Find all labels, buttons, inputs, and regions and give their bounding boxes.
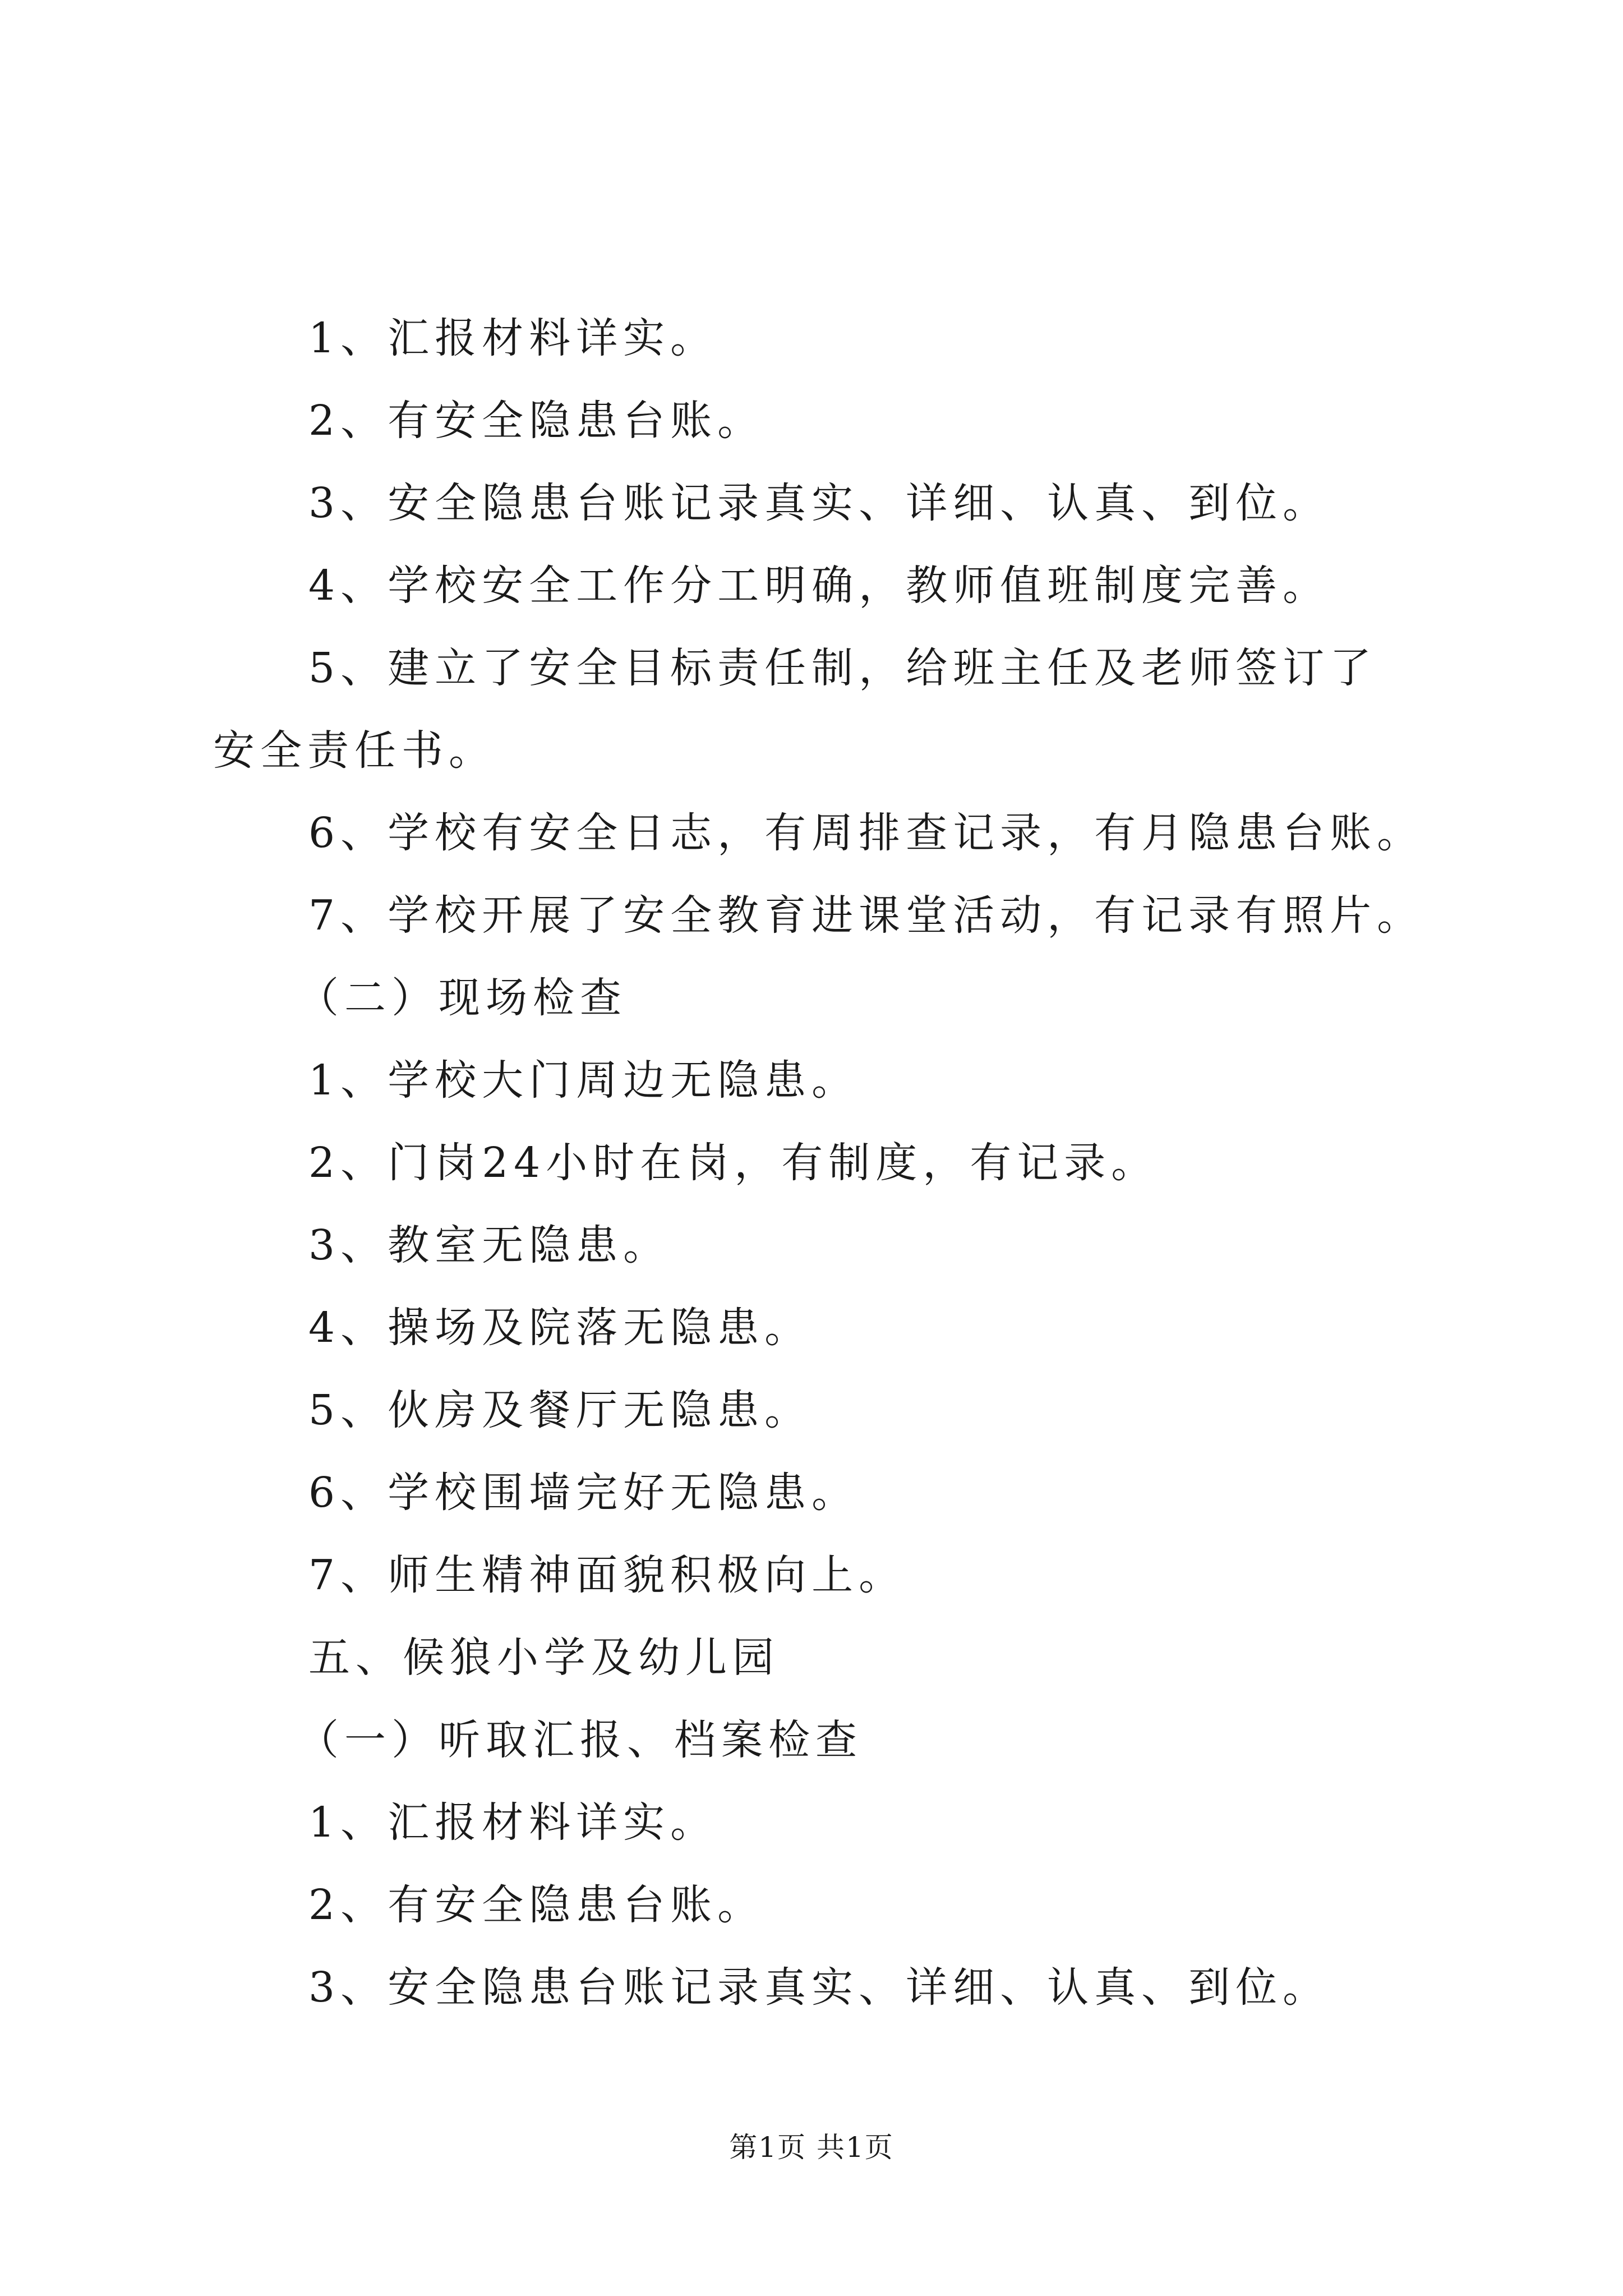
list-item: 6、学校有安全日志，有周排查记录，有月隐患台账。	[308, 809, 1424, 857]
list-item: 2、有安全隐患台账。	[308, 397, 765, 445]
list-item: 2、有安全隐患台账。	[308, 1881, 765, 1929]
section-heading: 五、候狼小学及幼儿园	[308, 1634, 780, 1682]
list-item: 7、师生精神面貌积极向上。	[308, 1551, 906, 1599]
list-item: 3、安全隐患台账记录真实、详细、认真、到位。	[308, 479, 1330, 527]
list-item: 3、教室无隐患。	[308, 1221, 671, 1269]
section-heading: （一）听取汇报、档案检查	[297, 1716, 863, 1764]
list-item: 5、建立了安全目标责任制，给班主任及老师签订了安全责任书。	[213, 644, 1377, 775]
list-item: 1、汇报材料详实。	[308, 1798, 718, 1847]
list-item: 5、伙房及餐厅无隐患。	[308, 1386, 812, 1434]
section-heading: （二）现场检查	[297, 974, 627, 1022]
list-item: 4、操场及院落无隐患。	[308, 1304, 812, 1352]
list-item: 1、汇报材料详实。	[308, 314, 718, 362]
list-item: 3、安全隐患台账记录真实、详细、认真、到位。	[308, 1963, 1330, 2012]
page-footer: 第1页 共1页	[729, 2131, 894, 2164]
list-item: 7、学校开展了安全教育进课堂活动，有记录有照片。	[308, 891, 1424, 940]
list-item: 6、学校围墙完好无隐患。	[308, 1469, 859, 1517]
list-item: 1、学校大门周边无隐患。	[308, 1056, 859, 1105]
list-item: 4、学校安全工作分工明确，教师值班制度完善。	[308, 562, 1330, 610]
list-item: 2、门岗24小时在岗，有制度，有记录。	[308, 1139, 1159, 1187]
document-body	[213, 297, 1424, 2029]
